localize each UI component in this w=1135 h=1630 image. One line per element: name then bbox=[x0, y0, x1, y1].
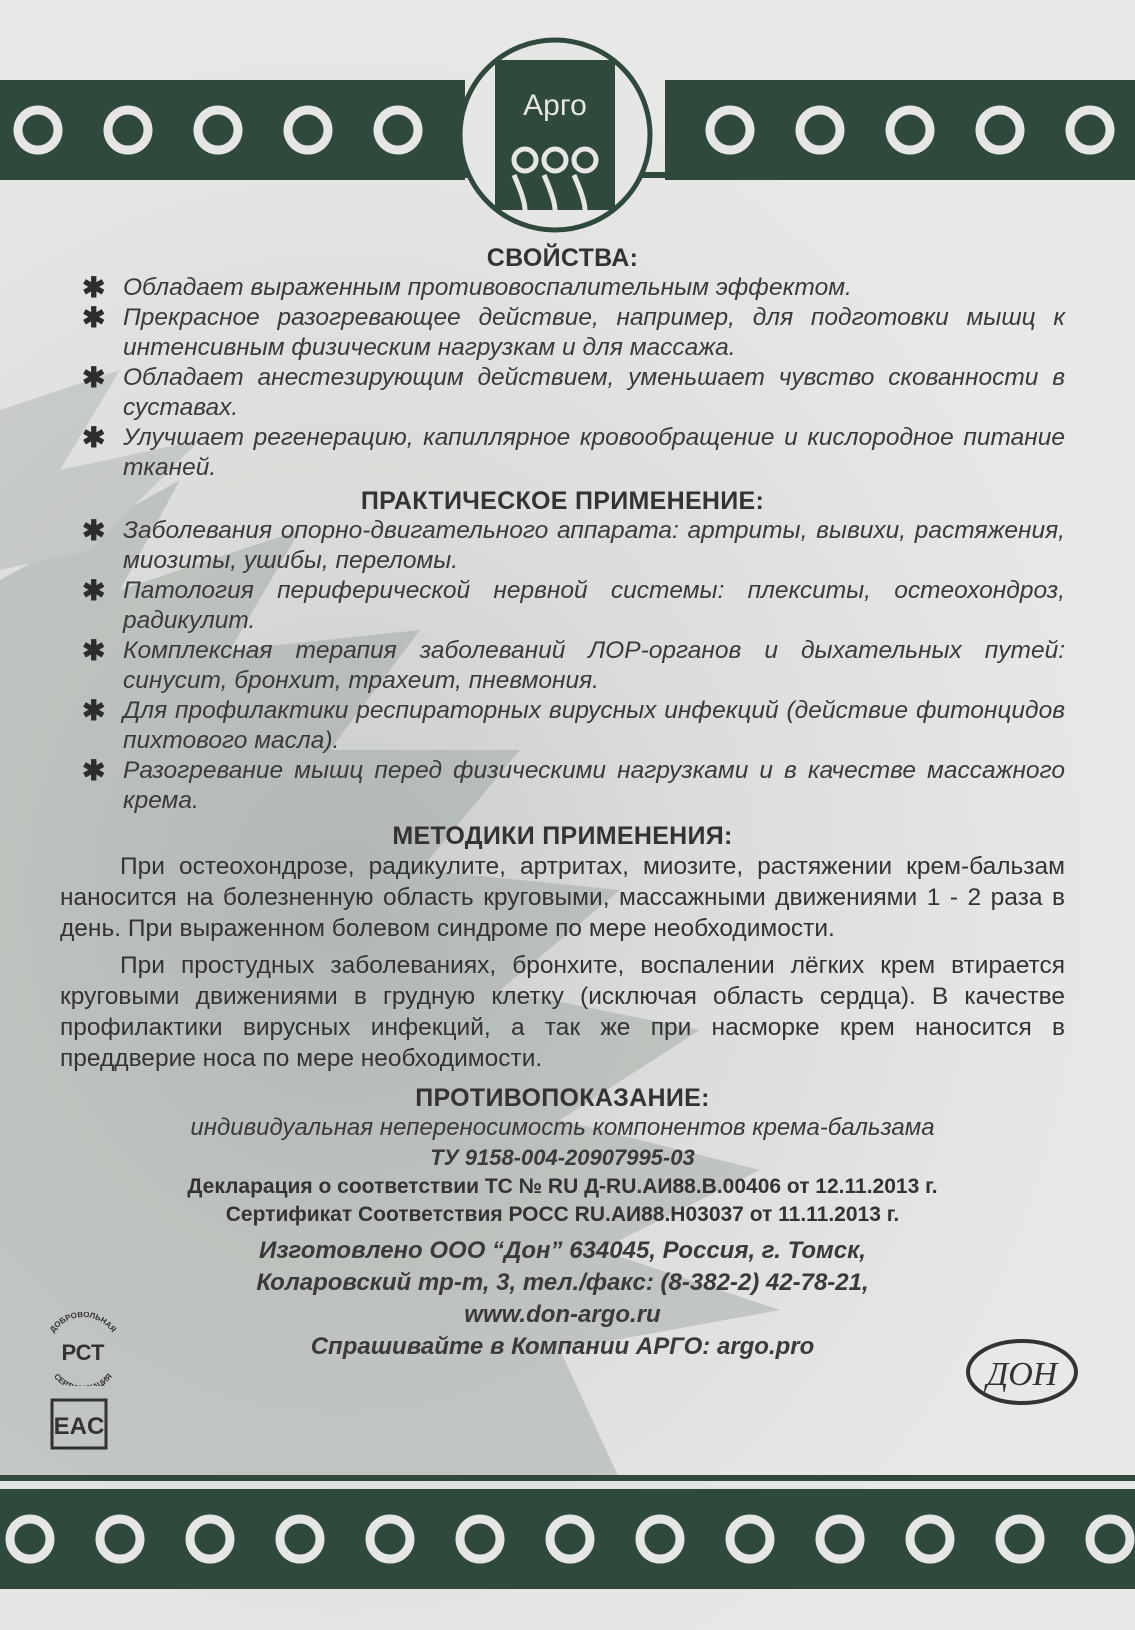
list-item: ✱ Патология периферической нервной системы: плекситы, остеохондроз, радикулит. bbox=[82, 575, 1065, 634]
asterisk-icon: ✱ bbox=[82, 755, 106, 786]
svg-text:СЕРТИФИКАЦИЯ: СЕРТ ЦИЯ bbox=[52, 1371, 114, 1386]
asterisk-icon: ✱ bbox=[82, 362, 106, 393]
properties-list bbox=[60, 273, 1065, 483]
declaration-text: Декларация о соответствии ТС № RU Д-RU.АИ88.В.00406 от 12.11.2013 г. bbox=[187, 1175, 938, 1198]
contra-text: индивидуальная непереносимость компонентов крема-бальзама bbox=[190, 1114, 935, 1141]
certificate-text: Сертификат Соответствия РОСС RU.АИ88.Н03037 от 11.11.2013 г. bbox=[225, 1203, 900, 1226]
svg-text:ДОБРОВОЛЬНАЯ: ДОБРОВОЛЬНАЯ bbox=[48, 1312, 118, 1335]
asterisk-icon: ✱ bbox=[82, 635, 106, 666]
asterisk-icon: ✱ bbox=[82, 422, 106, 453]
list-item: ✱ Заболевания опорно-двигательного аппарата: артриты, вывихи, растяжения, миозиты, ушибы, переломы. bbox=[82, 515, 1065, 574]
list-item: ✱ Улучшает регенерацию, капиллярное кровообращение и кислородное питание тканей. bbox=[82, 422, 1065, 481]
don-logo bbox=[965, 1337, 1080, 1407]
eac-mark bbox=[50, 1398, 108, 1450]
svg-text:РСТ: РСТ bbox=[61, 1340, 105, 1365]
list-item: ✱ Комплексная терапия заболеваний ЛОР-органов и дыхательных путей: синусит, бронхит, трахеит, пневмония. bbox=[82, 635, 1065, 694]
bottom-wave-border bbox=[0, 1475, 1135, 1595]
ask-argo-text: Спрашивайте в Компании АРГО: argo.pro bbox=[310, 1333, 815, 1360]
asterisk-icon: ✱ bbox=[82, 575, 106, 606]
asterisk-icon: ✱ bbox=[82, 272, 106, 303]
contra-title: ПРОТИВОПОКАЗАНИЕ: bbox=[415, 1084, 710, 1112]
main-content bbox=[60, 244, 1065, 1363]
argo-logo bbox=[455, 30, 655, 240]
maker-address-1: Изготовлено ООО “Дон” 634045, Россия, г. Томск, bbox=[259, 1237, 866, 1264]
svg-text:EAC: EAC bbox=[53, 1413, 105, 1440]
methods-title: МЕТОДИКИ ПРИМЕНЕНИЯ: bbox=[392, 822, 733, 850]
application-title: ПРАКТИЧЕСКОЕ ПРИМЕНЕНИЕ: bbox=[360, 487, 765, 515]
asterisk-icon: ✱ bbox=[82, 302, 106, 333]
rst-certification-badge bbox=[38, 1312, 128, 1386]
list-item: ✱ Для профилактики респираторных вирусных инфекций (действие фитонцидов пихтового масла). bbox=[82, 695, 1065, 754]
methods-paragraph: При простудных заболеваниях, бронхите, воспалении лёгких крем втирается круговыми движениями в грудную клетку (исключая область сердца). В качестве профилактики вирусных инфекций, а так же при насморке крем наносится в преддверие носа по мере необходимости. bbox=[60, 952, 1065, 1072]
asterisk-icon: ✱ bbox=[82, 515, 106, 546]
tu-number: ТУ 9158-004-20907995-03 bbox=[430, 1145, 695, 1170]
maker-address-2: Коларовский тр-т, 3, тел./факс: (8-382-2) 42-78-21, bbox=[256, 1269, 869, 1296]
logo-text: Арго bbox=[523, 89, 587, 122]
list-item: ✱ Обладает анестезирующим действием, уменьшает чувство скованности в суставах. bbox=[82, 362, 1065, 421]
list-item: ✱ Обладает выраженным противовоспалительным эффектом. bbox=[82, 272, 852, 303]
methods-paragraph: При остеохондрозе, радикулите, артритах, миозите, растяжении крем-бальзам наносится на болезненную область круговыми, массажными движениями 1 - 2 раза в день. При выраженном болевом синдроме по мере необходимости. bbox=[60, 853, 1065, 942]
svg-text:ДОН: ДОН bbox=[986, 1356, 1058, 1393]
properties-title: СВОЙСТВА: bbox=[486, 244, 639, 272]
list-item: ✱ Прекрасное разогревающее действие, например, для подготовки мышц к интенсивным физическим нагрузкам и для массажа. bbox=[82, 302, 1065, 361]
asterisk-icon: ✱ bbox=[82, 695, 106, 726]
application-list bbox=[60, 516, 1065, 816]
website-link[interactable]: www.don-argo.ru bbox=[464, 1301, 661, 1328]
list-item: ✱ Разогревание мышц перед физическими нагрузками и в качестве массажного крема. bbox=[82, 755, 1065, 814]
